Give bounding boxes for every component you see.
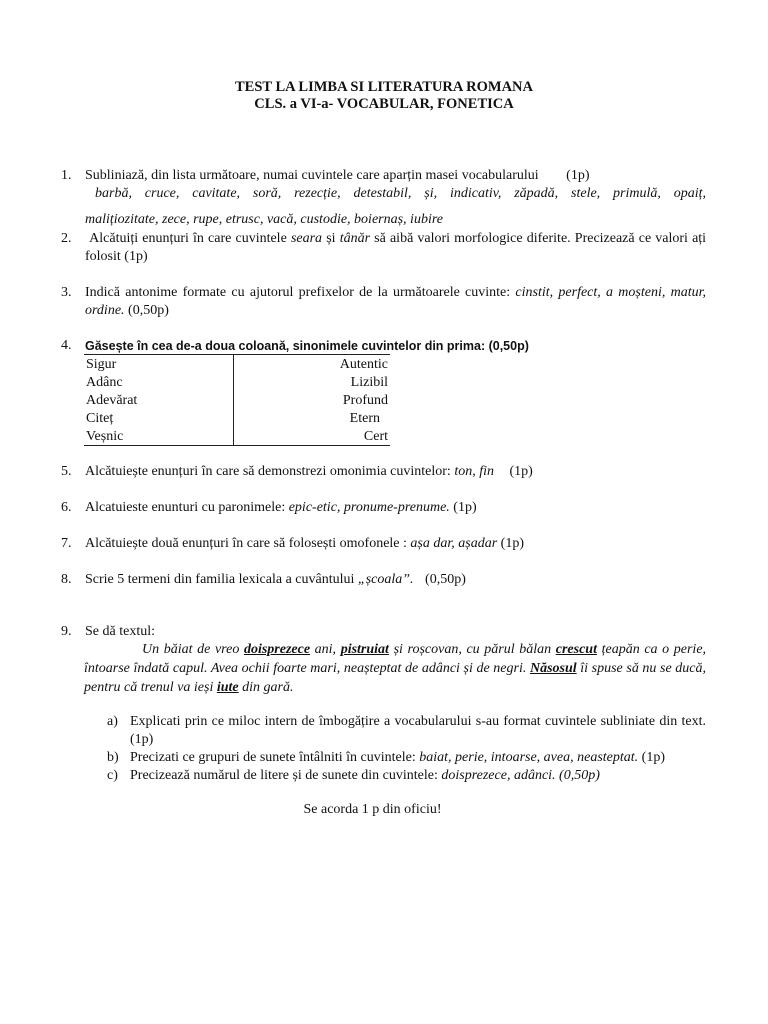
question-number: 2.: [61, 231, 72, 246]
question-points: (0,50p): [425, 572, 466, 587]
keywords: doisprezece, adânci. (0,50p): [441, 768, 600, 783]
footer-note: Se acorda 1 p din oficiu!: [303, 802, 442, 817]
excerpt-text: din gară.: [242, 680, 294, 695]
question-4: [61, 337, 706, 355]
question-text: Alcătuiește enunțuri în care să demonstrezi omonimia cuvintelor:: [85, 464, 451, 479]
keyword: tânăr: [339, 231, 371, 246]
question-text: Indică antonime formate cu ajutorul prefixelor de la următoarele cuvinte:: [85, 285, 511, 300]
excerpt-text: ani,: [314, 642, 337, 657]
keyword: seara: [290, 231, 323, 246]
table-row: [84, 409, 390, 427]
question-heading: Găsește în cea de-a doua coloană, sinonimele cuvintelor din prima: (0,50p): [85, 339, 529, 353]
question-number: 7.: [61, 536, 72, 551]
underlined-word: pistruiat: [340, 642, 389, 657]
table-cell-left: Veșnic: [84, 427, 234, 446]
word-list-line-1: barbă, cruce, cavitate, soră, rezecție, detestabil, și, indicativ, zăpadă, stele, primulă, opaiț,: [95, 186, 706, 201]
question-text-cont: să aibă valori morfologice diferite. Precizează ce valori ați folosit (1p): [85, 231, 707, 264]
table-cell-left: Sigur: [84, 355, 234, 374]
keywords: „școala”.: [357, 572, 414, 587]
question-number: 3.: [61, 285, 72, 300]
keywords: așa dar, așadar: [410, 536, 498, 551]
underlined-word: Năsosul: [529, 661, 577, 676]
question-text: Subliniază, din lista următoare, numai cuvintele care aparțin masei vocabularului: [85, 168, 539, 183]
question-9: [61, 623, 706, 641]
keywords: ton, fin: [454, 464, 494, 479]
question-text: Alcătuiește două enunțuri în care să folosești omofonele :: [85, 536, 407, 551]
question-number: 5.: [61, 464, 72, 479]
keywords: cinstit, perfect, a moșteni, matur, ordine.: [85, 285, 706, 318]
question-6: [61, 499, 706, 517]
subquestion-c: [107, 767, 706, 785]
subquestion-b: [107, 749, 706, 767]
table-row: [84, 391, 390, 409]
question-1: [61, 167, 706, 229]
table-cell-left: Adânc: [84, 373, 234, 391]
question-2: [61, 230, 706, 266]
keywords: epic-etic, pronume-prenume.: [288, 500, 450, 515]
table-cell-right: Etern: [349, 410, 380, 426]
question-text: Alcătuiți enunțuri în care cuvintele: [89, 231, 287, 246]
subquestion-text: Precizează numărul de litere și de sunete din cuvintele:: [130, 768, 438, 783]
subquestion-a: [107, 713, 706, 749]
subquestion-label: c): [107, 768, 118, 783]
subquestion-text: Precizati ce grupuri de sunete întâlniti în cuvintele:: [130, 750, 416, 765]
keywords: baiat, perie, intoarse, avea, neasteptat.: [419, 750, 639, 765]
literary-excerpt: [84, 640, 706, 697]
question-number: 4.: [61, 338, 72, 353]
synonym-table: [84, 354, 390, 446]
conjunction: și: [326, 231, 336, 246]
table-cell-right: Autentic: [234, 355, 391, 374]
question-7: [61, 535, 706, 553]
table-row: [84, 373, 390, 391]
table-cell-right: Profund: [342, 392, 388, 408]
excerpt-text: și roșcovan, cu părul bălan: [393, 642, 552, 657]
question-number: 1.: [61, 168, 72, 183]
table-row: [84, 427, 390, 446]
question-points: (1p): [509, 464, 533, 479]
test-subtitle: CLS. a VI-a- VOCABULAR, FONETICA: [254, 96, 514, 112]
question-points: (1p): [500, 536, 524, 551]
table-cell-left: Citeț: [84, 409, 234, 427]
question-text: Scrie 5 termeni din familia lexicala a cuvântului: [85, 572, 355, 587]
table-row: [84, 355, 390, 374]
question-points: (1p): [566, 168, 590, 183]
excerpt-text: îi spuse să nu se ducă, pentru că trenul va ieși: [84, 661, 707, 695]
subquestion-label: b): [107, 750, 119, 765]
underlined-word: doisprezece: [243, 642, 311, 657]
subquestion-points: (1p): [641, 750, 665, 765]
excerpt-text: Un băiat de vreo: [142, 642, 240, 657]
word-list-line-2: malițiozitate, zece, rupe, etrusc, vacă, custodie, boiernaș, iubire: [85, 212, 443, 227]
question-number: 8.: [61, 572, 72, 587]
subquestion-label: a): [107, 714, 118, 729]
subquestion-text: Explicati prin ce miloc intern de îmbogățire a vocabularului s-au format cuvintele subliniate din text. (1p): [130, 714, 706, 747]
table-cell-left: Adevărat: [84, 391, 234, 409]
underlined-word: crescut: [555, 642, 597, 657]
question-text: Alcatuieste enunturi cu paronimele:: [85, 500, 286, 515]
table-cell-right: Lizibil: [350, 374, 388, 390]
question-points: (1p): [453, 500, 477, 515]
test-title: TEST LA LIMBA SI LITERATURA ROMANA: [235, 79, 533, 95]
question-number: 9.: [61, 624, 72, 639]
question-points: (0,50p): [128, 303, 169, 318]
question-8: [61, 571, 706, 589]
question-5: [61, 463, 706, 481]
table-cell-right: Cert: [234, 427, 391, 446]
question-3: [61, 284, 706, 320]
question-label: Se dă textul:: [85, 624, 155, 639]
excerpt-text: țeapăn ca o perie, întoarse îndată capul. Avea ochii foarte mari, neașteptat de adânci și de negri.: [84, 642, 707, 676]
underlined-word: iute: [216, 680, 239, 695]
question-number: 6.: [61, 500, 72, 515]
